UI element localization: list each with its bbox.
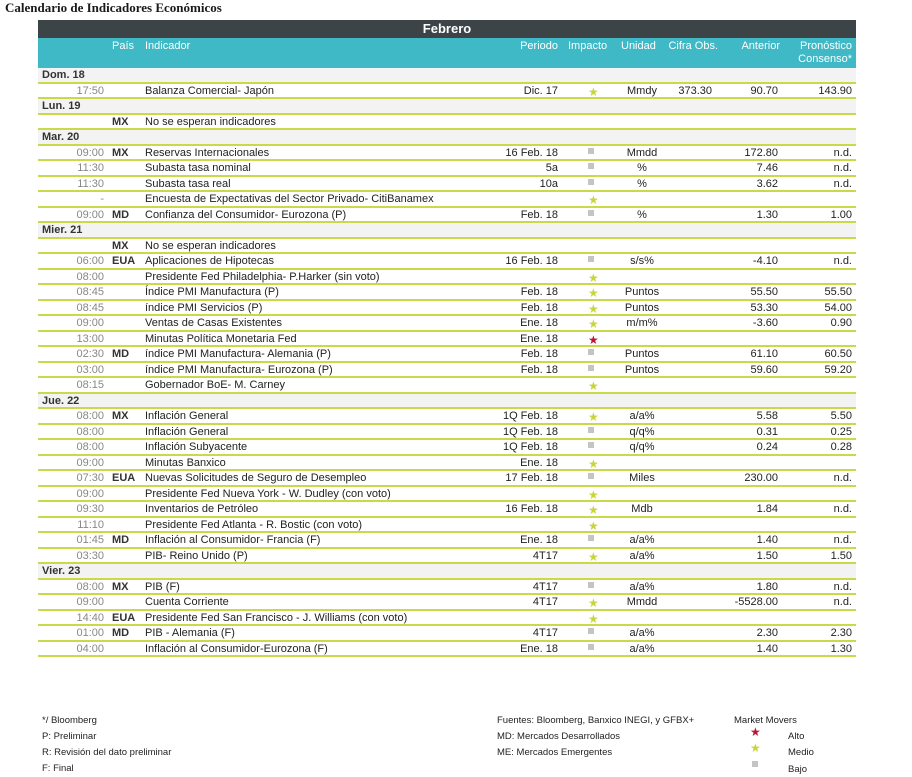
cell-unit: q/q% (629, 441, 655, 453)
cell-unit: % (637, 208, 647, 221)
table-row: 09:00 Ventas de Casas Existentes Ene. 18 m/m% -3.60 0.90 ★ (38, 316, 856, 332)
cell-pronostico: n.d. (833, 596, 852, 608)
table-row: 14:40 EUA Presidente Fed San Francisco - J. Williams (con voto) ★ (38, 611, 856, 627)
cell-pronostico: n.d. (833, 503, 852, 515)
cell-time: 09:00 (76, 146, 104, 159)
table-row: 08:45 índice PMI Servicios (P) Feb. 18 Puntos 53.30 54.00 ★ (38, 301, 856, 317)
cell-indicator: Índice PMI Manufactura (P) (145, 286, 279, 298)
legend-medio: Medio (788, 747, 814, 758)
cell-unit: s/s% (630, 255, 654, 267)
cell-period: 1Q Feb. 18 (502, 410, 558, 422)
cell-indicator: Ventas de Casas Existentes (145, 317, 282, 329)
cell-anterior: 90.70 (750, 84, 778, 97)
cell-time: 04:00 (76, 642, 104, 655)
cell-period: 1Q Feb. 18 (502, 441, 558, 453)
table-row (38, 254, 856, 270)
cell-unit: Miles (629, 472, 655, 484)
cell-pronostico: 59.20 (824, 363, 852, 376)
cell-indicator: Encuesta de Expectativas del Sector Privado- CitiBanamex (145, 193, 434, 205)
cell-time: 06:00 (76, 255, 104, 267)
col-pais: País (112, 40, 135, 52)
cell-anterior: 1.40 (756, 534, 778, 546)
cell-indicator: Minutas Banxico (145, 456, 226, 469)
cell-indicator: Presidente Fed Philadelphia- P.Harker (sin voto) (145, 270, 380, 283)
cell-time: 14:40 (76, 611, 104, 624)
cell-time: 11:30 (77, 177, 104, 190)
note-revision: R: Revisión del dato preliminar (42, 747, 172, 758)
cell-indicator: índice PMI Manufactura- Eurozona (P) (145, 363, 333, 376)
cell-anterior: 5.58 (756, 410, 778, 422)
cell-anterior: 172.80 (744, 146, 778, 159)
cell-unit: % (637, 177, 647, 190)
col-indicador: Indicador (145, 40, 191, 52)
cell-indicator: índice PMI Servicios (P) (145, 301, 263, 314)
cell-time: 11:10 (77, 518, 104, 531)
cell-unit: a/a% (629, 627, 655, 639)
day-row (38, 68, 856, 84)
cell-time: 09:00 (76, 487, 104, 500)
column-header-row (38, 38, 856, 68)
note-md: MD: Mercados Desarrollados (497, 731, 621, 742)
table-row (38, 347, 856, 363)
cell-pronostico: 60.50 (824, 348, 852, 360)
cell-unit: a/a% (629, 549, 655, 562)
cell-pronostico: 143.90 (818, 84, 852, 97)
cell-country: EUA (112, 255, 136, 267)
cell-cifra: 373.30 (678, 84, 712, 97)
table-row: 17:50 Balanza Comercial- Japón Dic. 17 Mmdy 373.30 90.70 143.90 ★ (38, 84, 856, 100)
legend-alto: Alto (788, 731, 805, 742)
cell-period: Feb. 18 (520, 286, 558, 298)
cell-country: MX (112, 146, 129, 159)
cell-time: 08:45 (76, 286, 104, 298)
cell-period: 5a (545, 162, 558, 174)
cell-anterior: 1.50 (756, 549, 778, 562)
cell-pronostico: 1.00 (830, 208, 852, 221)
table-row: 11:10 Presidente Fed Atlanta - R. Bostic (con voto) ★ (38, 518, 856, 534)
cell-time: 08:45 (76, 301, 104, 314)
col-anterior: Anterior (741, 40, 780, 52)
cell-indicator: Presidente Fed Nueva York - W. Dudley (con voto) (145, 487, 391, 500)
cell-unit: a/a% (629, 642, 655, 655)
cell-anterior: 0.24 (756, 441, 778, 453)
month-header: Febrero (38, 20, 856, 38)
col-impacto: Impacto (568, 40, 608, 52)
cell-period: Feb. 18 (520, 208, 558, 221)
cell-time: 13:00 (76, 332, 104, 345)
cell-period: 4T17 (532, 596, 558, 608)
cell-anterior: 230.00 (744, 472, 778, 484)
cell-unit: a/a% (629, 534, 655, 546)
cell-time: 09:00 (76, 456, 104, 469)
cell-unit: Puntos (624, 348, 660, 360)
day-row (38, 564, 856, 580)
cell-time: 08:00 (76, 410, 104, 422)
day-label: Mar. 20 (42, 131, 80, 143)
calendar-table (38, 20, 856, 657)
col-pronostico-line1: Pronóstico (800, 40, 852, 52)
cell-unit: Puntos (624, 286, 660, 298)
table-row (38, 363, 856, 379)
cell-anterior: 1.80 (756, 580, 778, 593)
cell-pronostico: n.d. (833, 146, 852, 159)
day-row (38, 99, 856, 115)
cell-unit: % (637, 162, 647, 174)
cell-pronostico: 5.50 (830, 410, 852, 422)
cell-indicator: No se esperan indicadores (145, 115, 276, 128)
table-row: 09:00 Minutas Banxico Ene. 18 ★ (38, 456, 856, 472)
cell-indicator: Inflación General (145, 425, 229, 438)
cell-indicator: Nuevas Solicitudes de Seguro de Desempleo (145, 472, 367, 484)
cell-anterior: -5528.00 (734, 596, 778, 608)
cell-indicator: Cuenta Corriente (145, 596, 229, 608)
cell-indicator: PIB - Alemania (F) (145, 627, 235, 639)
cell-indicator: Balanza Comercial- Japón (145, 84, 275, 97)
cell-indicator: Aplicaciones de Hipotecas (145, 255, 275, 267)
cell-anterior: 61.10 (750, 348, 778, 360)
legend-title: Market Movers (734, 715, 797, 726)
day-label: Jue. 22 (42, 394, 80, 407)
cell-anterior: 59.60 (750, 363, 778, 376)
cell-anterior: 1.30 (756, 208, 778, 221)
cell-time: 03:00 (76, 363, 104, 376)
cell-country: EUA (112, 472, 136, 484)
cell-unit: a/a% (629, 410, 655, 422)
table-row (38, 239, 856, 255)
cell-country: MD (112, 534, 130, 546)
table-row: 09:00 Cuenta Corriente 4T17 Mmdd -5528.00 n.d. ★ (38, 595, 856, 611)
table-row (38, 115, 856, 131)
table-row: 08:00 MX Inflación General 1Q Feb. 18 a/a% 5.58 5.50 ★ (38, 409, 856, 425)
day-label: Vier. 23 (42, 565, 81, 577)
table-row: 09:00 Presidente Fed Nueva York - W. Dudley (con voto) ★ (38, 487, 856, 503)
note-fuentes: Fuentes: Bloomberg, Banxico INEGI, y GFBX+ (497, 715, 695, 726)
cell-pronostico: n.d. (833, 255, 852, 267)
day-row (38, 394, 856, 410)
cell-pronostico: 0.25 (830, 425, 852, 438)
table-row (38, 533, 856, 549)
cell-country: MX (112, 239, 129, 252)
cell-time: 09:00 (76, 208, 104, 221)
cell-indicator: Subasta tasa nominal (145, 162, 251, 174)
cell-anterior: 7.46 (756, 162, 778, 174)
cell-pronostico: 2.30 (830, 627, 852, 639)
cell-time: 03:30 (76, 549, 104, 562)
cell-anterior: 1.40 (756, 642, 778, 655)
cell-country: MX (112, 580, 129, 593)
cell-period: Ene. 18 (520, 317, 558, 329)
table-row (38, 208, 856, 224)
cell-indicator: Presidente Fed San Francisco - J. Williams (con voto) (145, 611, 408, 624)
table-row (38, 626, 856, 642)
cell-indicator: Minutas Política Monetaria Fed (145, 332, 297, 345)
legend-star-red-icon: ★ (750, 725, 761, 739)
cell-indicator: Subasta tasa real (145, 177, 231, 190)
col-pronostico-line2: Consenso* (798, 53, 852, 65)
cell-country: EUA (112, 611, 136, 624)
cell-period: 4T17 (532, 549, 558, 562)
table-row (38, 177, 856, 193)
cell-period: Ene. 18 (520, 456, 558, 469)
table-row: 08:45 Índice PMI Manufactura (P) Feb. 18 Puntos 55.50 55.50 ★ (38, 285, 856, 301)
cell-time: 08:00 (76, 441, 104, 453)
cell-indicator: Confianza del Consumidor- Eurozona (P) (145, 208, 347, 221)
table-row: - Encuesta de Expectativas del Sector Privado- CitiBanamex ★ (38, 192, 856, 208)
cell-period: Feb. 18 (520, 301, 558, 314)
cell-time: 08:00 (76, 425, 104, 438)
cell-anterior: -4.10 (752, 255, 778, 267)
cell-anterior: 2.30 (756, 627, 778, 639)
cell-time: 17:50 (76, 84, 104, 97)
table-row (38, 425, 856, 441)
col-periodo: Periodo (520, 40, 558, 52)
table-row (38, 471, 856, 487)
cell-time: 08:00 (76, 580, 104, 593)
day-label: Lun. 19 (42, 100, 81, 112)
day-row (38, 130, 856, 146)
note-preliminar: P: Preliminar (42, 731, 97, 742)
cell-period: 10a (539, 177, 558, 190)
table-row (38, 580, 856, 596)
cell-pronostico: 1.30 (830, 642, 852, 655)
table-row (38, 146, 856, 162)
cell-pronostico: 0.28 (830, 441, 852, 453)
cell-country: MX (112, 410, 129, 422)
cell-indicator: Gobernador BoE- M. Carney (145, 379, 286, 391)
cell-unit: a/a% (629, 580, 655, 593)
cell-indicator: Inflación General (145, 410, 229, 422)
cell-indicator: No se esperan indicadores (145, 239, 276, 252)
cell-country: MD (112, 627, 130, 639)
cell-period: 16 Feb. 18 (505, 146, 558, 159)
cell-period: Ene. 18 (520, 534, 558, 546)
cell-period: 4T17 (532, 580, 558, 593)
legend-star-yellow-icon: ★ (750, 741, 761, 755)
cell-time: 09:00 (76, 317, 104, 329)
cell-period: 16 Feb. 18 (505, 503, 558, 515)
cell-pronostico: n.d. (833, 162, 852, 174)
cell-indicator: Inflación Subyacente (145, 441, 248, 453)
cell-period: Feb. 18 (520, 348, 558, 360)
table-row (38, 440, 856, 456)
legend-bajo: Bajo (788, 764, 808, 775)
cell-pronostico: n.d. (833, 177, 852, 190)
cell-country: MX (112, 115, 129, 128)
col-pronostico (798, 40, 852, 66)
day-row (38, 223, 856, 239)
cell-period: Dic. 17 (523, 84, 558, 97)
cell-time: 09:00 (76, 596, 104, 608)
footnotes (38, 709, 856, 777)
cell-pronostico: 55.50 (824, 286, 852, 298)
table-body (38, 68, 856, 657)
cell-time: 01:45 (76, 534, 104, 546)
cell-unit: q/q% (629, 425, 655, 438)
table-row (38, 161, 856, 177)
cell-indicator: índice PMI Manufactura- Alemania (P) (145, 348, 331, 360)
cell-country: MD (112, 208, 130, 221)
cell-time: 08:00 (76, 270, 104, 283)
day-label: Mier. 21 (42, 224, 83, 236)
cell-unit: Mmdd (626, 146, 658, 159)
cell-unit: Mmdy (627, 84, 657, 97)
cell-indicator: Inflación al Consumidor- Francia (F) (145, 534, 321, 546)
cell-unit: m/m% (626, 317, 658, 329)
cell-time: 02:30 (76, 348, 104, 360)
cell-pronostico: 1.50 (830, 549, 852, 562)
cell-time: 08:15 (76, 379, 104, 391)
cell-time: 11:30 (77, 162, 104, 174)
cell-unit: Puntos (624, 301, 660, 314)
cell-pronostico: n.d. (833, 580, 852, 593)
cell-anterior: -3.60 (752, 317, 778, 329)
cell-indicator: Inflación al Consumidor-Eurozona (F) (145, 642, 328, 655)
cell-indicator: Presidente Fed Atlanta - R. Bostic (con voto) (145, 518, 363, 531)
document-title: Calendario de Indicadores Económicos (5, 0, 222, 15)
cell-anterior: 55.50 (750, 286, 778, 298)
table-row: 08:00 Presidente Fed Philadelphia- P.Harker (sin voto) ★ (38, 270, 856, 286)
table-row: 03:30 PIB- Reino Unido (P) 4T17 a/a% 1.50 1.50 ★ (38, 549, 856, 565)
cell-period: Feb. 18 (520, 363, 558, 376)
cell-period: 1Q Feb. 18 (502, 425, 558, 438)
cell-pronostico: n.d. (833, 472, 852, 484)
cell-time: 09:30 (76, 503, 104, 515)
cell-pronostico: 54.00 (824, 301, 852, 314)
col-unidad: Unidad (621, 40, 656, 52)
cell-indicator: Inventarios de Petróleo (145, 503, 259, 515)
cell-anterior: 3.62 (756, 177, 778, 190)
cell-period: 16 Feb. 18 (505, 255, 558, 267)
col-cifra: Cifra Obs. (668, 40, 718, 52)
note-bloomberg: */ Bloomberg (42, 715, 97, 726)
cell-anterior: 53.30 (750, 301, 778, 314)
cell-anterior: 1.84 (756, 503, 778, 515)
day-label: Dom. 18 (42, 69, 85, 81)
cell-period: Ene. 18 (520, 332, 558, 345)
cell-country: MD (112, 348, 130, 360)
table-row: 08:15 Gobernador BoE- M. Carney ★ (38, 378, 856, 394)
cell-unit: Mmdd (626, 596, 658, 608)
cell-period: 4T17 (532, 627, 558, 639)
note-final: F: Final (42, 763, 74, 774)
cell-pronostico: n.d. (833, 534, 852, 546)
table-row (38, 642, 856, 658)
cell-unit: Puntos (624, 363, 660, 376)
table-row: 13:00 Minutas Política Monetaria Fed Ene. 18 ★ (38, 332, 856, 348)
cell-period: Ene. 18 (520, 642, 558, 655)
cell-anterior: 0.31 (756, 425, 778, 438)
cell-indicator: PIB- Reino Unido (P) (145, 549, 248, 562)
cell-time: 07:30 (76, 472, 104, 484)
cell-period: 17 Feb. 18 (505, 472, 558, 484)
cell-time: 01:00 (76, 627, 104, 639)
cell-time: - (100, 193, 104, 205)
cell-pronostico: 0.90 (830, 317, 852, 329)
cell-indicator: PIB (F) (145, 580, 180, 593)
note-me: ME: Mercados Emergentes (497, 747, 613, 758)
cell-unit: Mdb (631, 503, 653, 515)
cell-indicator: Reservas Internacionales (145, 146, 270, 159)
table-row: 09:30 Inventarios de Petróleo 16 Feb. 18 Mdb 1.84 n.d. ★ (38, 502, 856, 518)
